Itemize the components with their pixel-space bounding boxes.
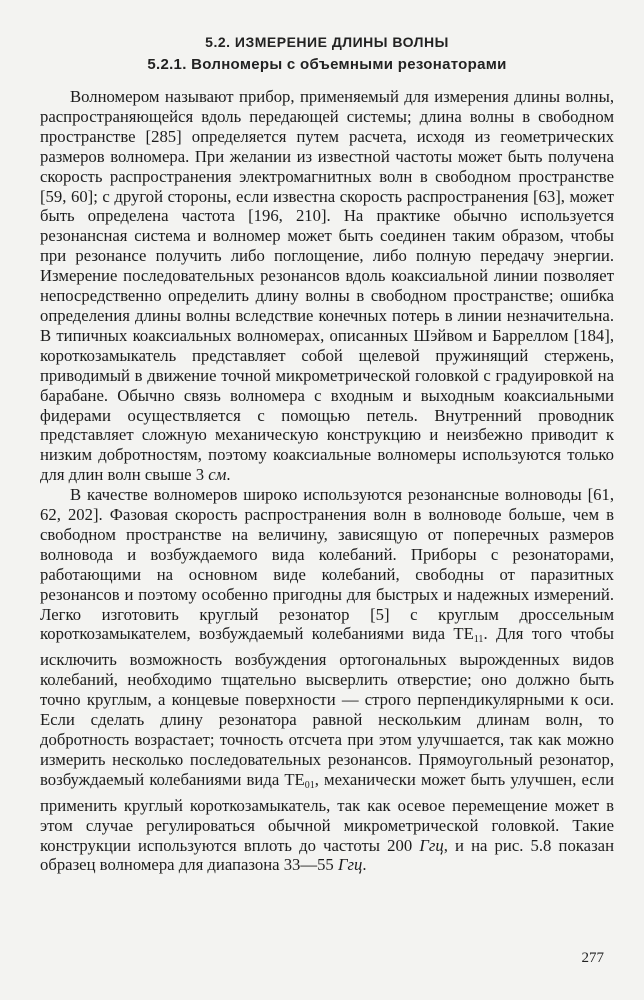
paragraph-1-unit: см	[208, 465, 227, 485]
paragraph-1-end: .	[226, 465, 231, 485]
paragraph-2-unit-1: Ггц	[419, 835, 444, 855]
paragraph-1-text: Волномером называют прибор, применяемый для измерения длины волны, распространяющейся вдоль передающей системы; длина волны в свободном пространстве [285] определяется путем расчета, исходя из геометрических размеров волномера. При желании из известной частоты может быть получена скорость распространения электромагнитных волн в свободном пространстве [59, 60]; с другой стороны, если известна скорость распространения [63], может быть определена частота [196, 210]. На практике обычно используется резонансная система и волномер может быть соединен таким образом, чтобы при резонансе получить либо поглощение, либо полную передачу энергии. Измерение последовательных резонансов вдоль коаксиальной линии позволяет непосредственно определить длину волны в свободном пространстве; ошибка определения длины волны вследствие конечных потерь в линии незначительна. В типичных коаксиальных волномерах, описанных Шэйвом и Барреллом [184], короткозамыкатель представляет собой щелевой пружинящий стержень, приводимый в движение точной микрометрической головкой с градуировкой на барабане. Обычно связь волномера с входным и выходным коаксиальными фидерами осуществляется с помощью петель. Внутренний проводник представляет сложную механическую конструкцию и неизбежно приводит к низким добротностям, поэтому коаксиальные волномеры используются только для длин волн свыше 3	[40, 87, 614, 485]
subsection-title: Волномеры с объемными резонаторами	[191, 56, 507, 73]
section-number: 5.2.	[205, 34, 231, 50]
paragraph-2-text-a: В качестве волномеров широко используются резонансные волноводы [61, 62, 202]. Фазовая скорость распространения волн в волноводе больше, чем в свободном пространстве на величину, зависящую от поперечных размеров волновода и возбуждаемого вида колебаний. Приборы с резонаторами, работающими на основном виде колебаний, свободны от паразитных резонансов и поэтому особенно пригодны для быстрых и надежных измерений. Легко изготовить круглый резонатор [5] с круглым дроссельным короткозамыкателем, возбуждаемый колебаниями вида TE	[40, 485, 614, 644]
section-title: ИЗМЕРЕНИЕ ДЛИНЫ ВОЛНЫ	[234, 34, 449, 50]
paragraph-2-end: .	[362, 855, 367, 875]
paragraph-2-text-b: . Для того чтобы исключить возможность возбуждения ортогональных вырожденных видов колебаний, необходимо тщательно высверлить отверстие; оно должно быть точно круглым, а концевые поверхности — строго перпендикулярными к оси. Если сделать длину резонатора равной нескольким длинам волн, то добротность возрастает; точность отсчета при этом улучшается, так как можно измерить несколько последовательных резонансов. Прямоугольный резонатор, возбуждаемый колебаниями вида TE	[40, 624, 614, 789]
page-number: 277	[581, 950, 604, 966]
paragraph-2	[40, 485, 614, 875]
mode-subscript-01: 01	[304, 779, 315, 791]
section-heading	[40, 34, 614, 50]
book-page	[40, 28, 614, 978]
paragraph-2-text-d: , и на рис. 5.8 показан образец волномера для диапазона 33—55	[40, 835, 614, 875]
paragraph-2-text-c: , механически может быть улучшен, если применить круглый короткозамыкатель, так как осевое перемещение может в этом случае регулироваться обычной микрометрической головкой. Такие конструкции используются вплоть до частоты 200	[40, 769, 614, 855]
subsection-heading	[40, 56, 614, 73]
paragraph-2-unit-2: Ггц	[337, 855, 363, 875]
paragraph-1	[40, 87, 614, 485]
subsection-number: 5.2.1.	[147, 56, 187, 73]
mode-subscript-11: 11	[473, 634, 484, 646]
